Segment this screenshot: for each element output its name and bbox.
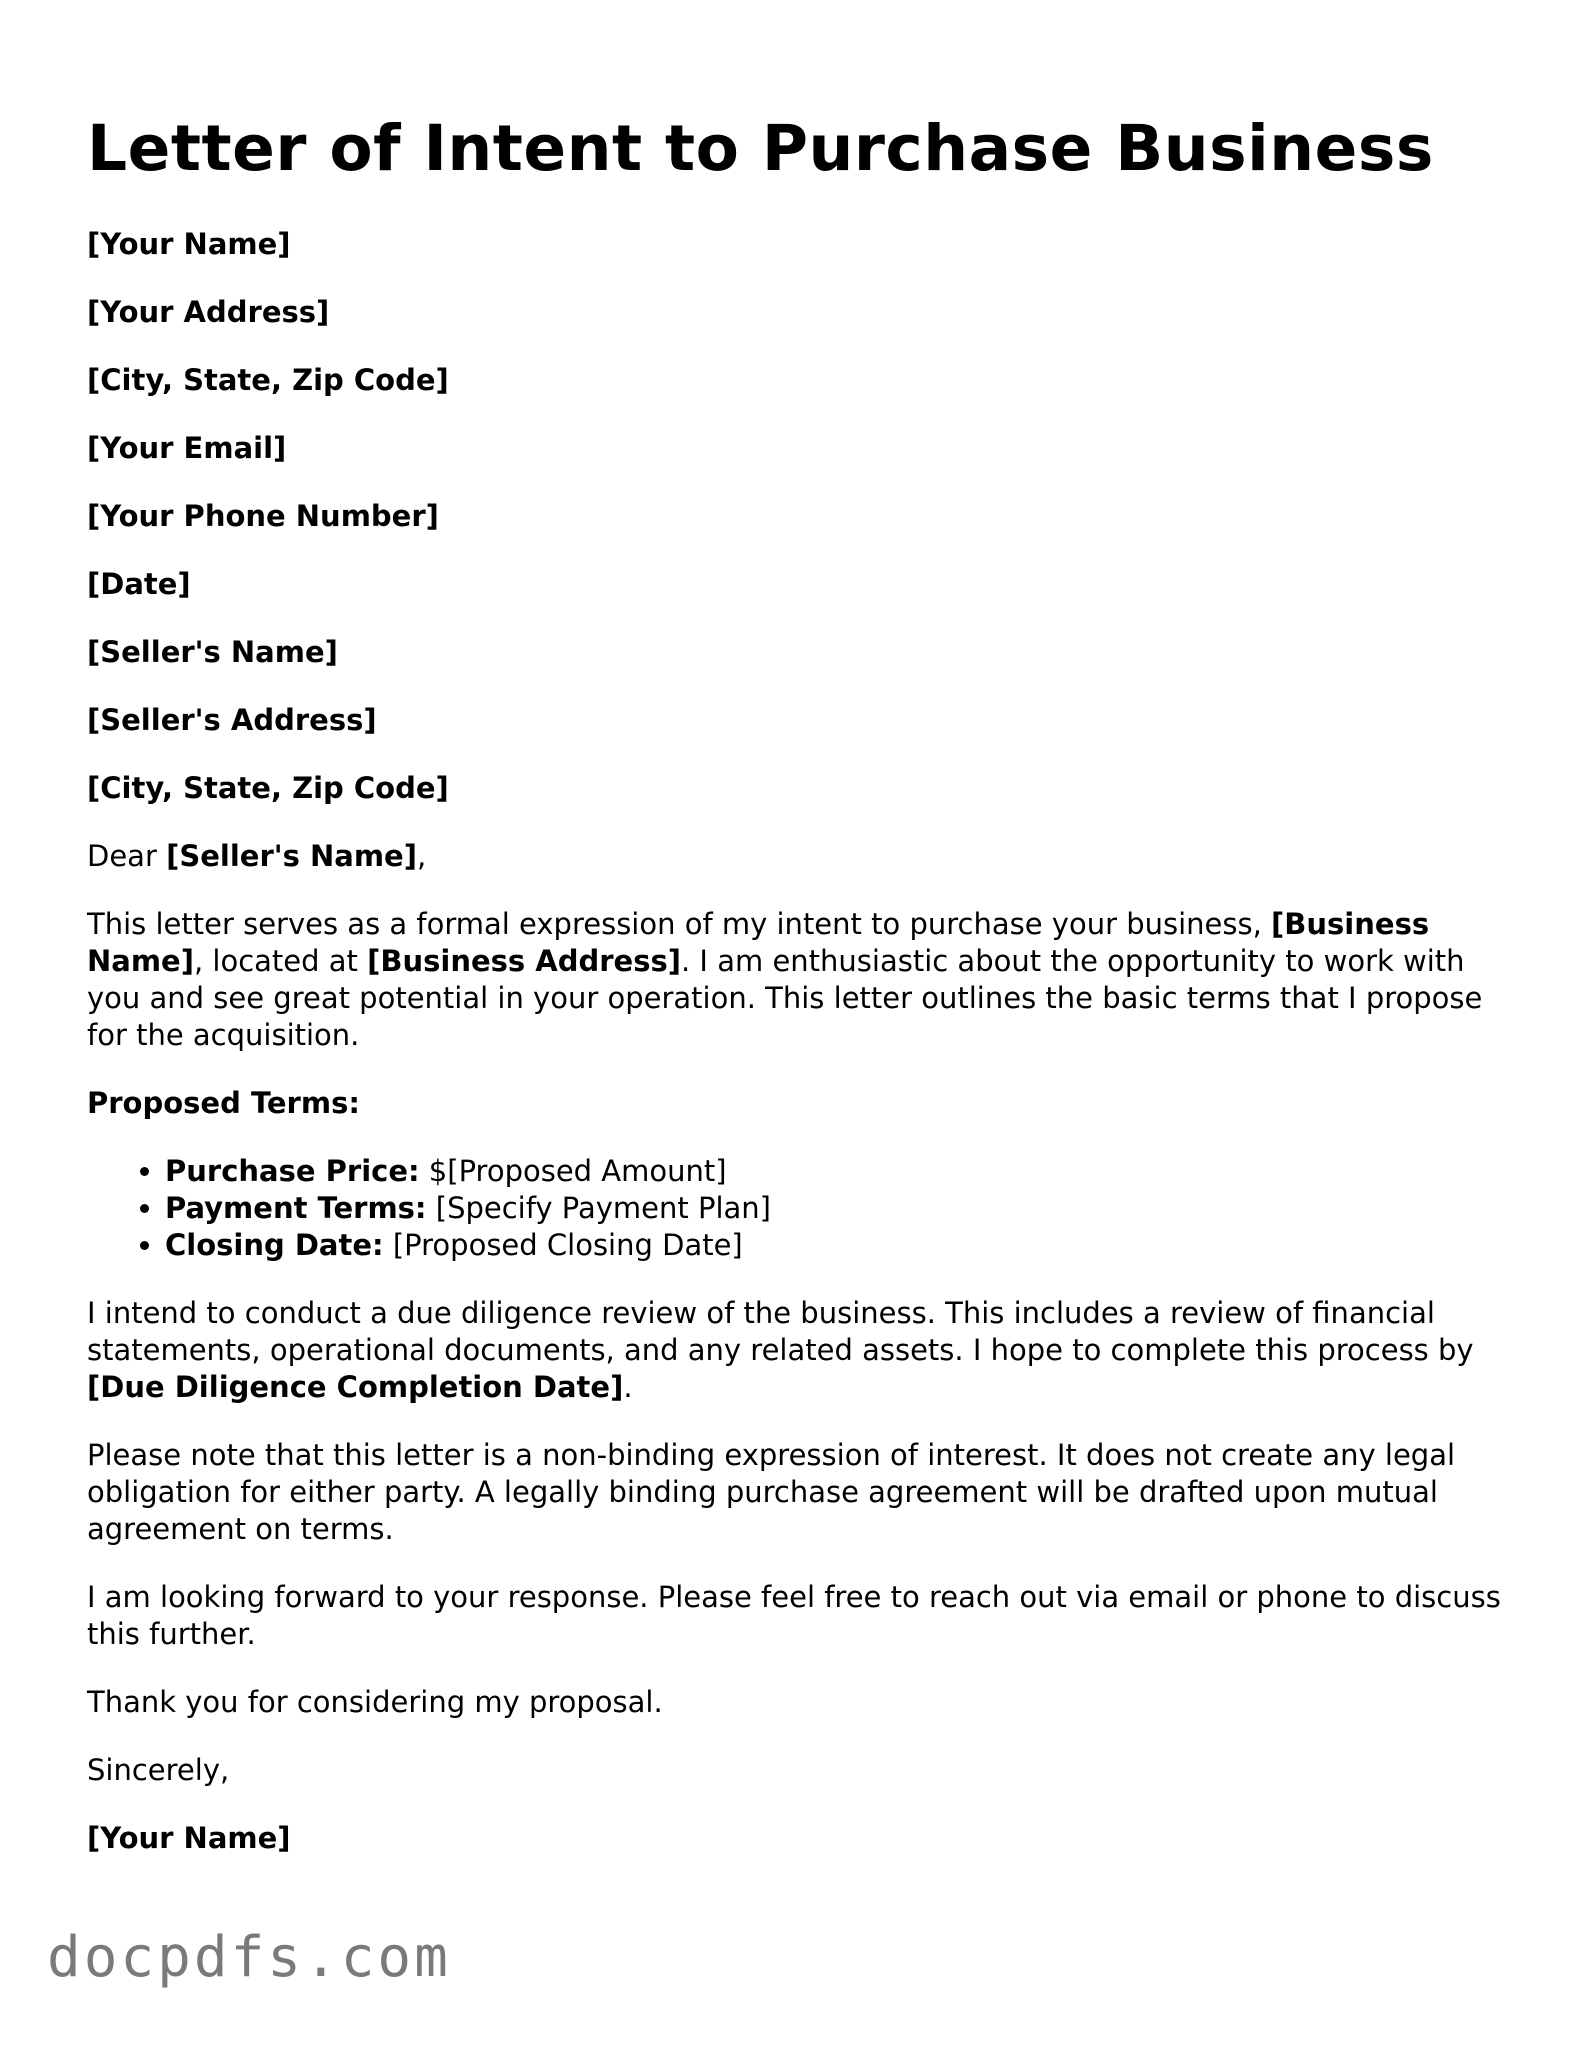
nonbinding-paragraph: Please note that this letter is a non-binding expression of interest. It does not create any legal obligation for either party. A legally binding purchase agreement will be drafted upon mutual agreement on terms.: [87, 1438, 1456, 1546]
sender-name: [Your Name]: [87, 227, 291, 261]
watermark: docpdfs.com: [47, 1925, 451, 1990]
term-label: Purchase Price:: [165, 1154, 420, 1188]
recipient-name: [Seller's Name]: [87, 635, 338, 669]
letter-body: [87, 838, 1507, 1122]
signature: [87, 1820, 1507, 1857]
intro-text-3: . I am enthusiastic about the opportunity to work with you and see great potential in your operation. This letter outlines the basic terms that I propose for the acquisition.: [87, 944, 1483, 1052]
salutation-prefix: Dear: [87, 839, 167, 873]
list-item: [165, 1190, 1507, 1227]
list-item: [165, 1227, 1507, 1264]
term-value: $[Proposed Amount]: [419, 1154, 727, 1188]
salutation-suffix: ,: [416, 839, 427, 873]
diligence-text-2: .: [623, 1370, 633, 1404]
intro-text-2: , located at: [193, 944, 368, 978]
signature-name: [Your Name]: [87, 1821, 291, 1855]
recipient-address: [Seller's Address]: [87, 703, 377, 737]
diligence-paragraph: [87, 1295, 1507, 1406]
term-value: [Specify Payment Plan]: [426, 1191, 771, 1225]
recipient-city-state-zip: [City, State, Zip Code]: [87, 771, 449, 805]
terms-list: [87, 1153, 1507, 1264]
diligence-date: [Due Diligence Completion Date]: [87, 1370, 624, 1404]
diligence-text-1: I intend to conduct a due diligence review of the business. This includes a review of financial statements, operational documents, and any related assets. I hope to complete this process by: [87, 1296, 1474, 1367]
letter-date: [Date]: [87, 567, 191, 601]
list-item: [165, 1153, 1507, 1190]
terms-heading-text: Proposed Terms:: [87, 1086, 360, 1120]
salutation: [87, 838, 1507, 875]
intro-text-1: This letter serves as a formal expression of my intent to purchase your business,: [87, 907, 1272, 941]
closing: Sincerely,: [87, 1753, 230, 1787]
sender-city-state-zip: [City, State, Zip Code]: [87, 363, 449, 397]
sender-address: [Your Address]: [87, 295, 330, 329]
sender-email: [Your Email]: [87, 431, 287, 465]
term-label: Closing Date:: [165, 1228, 384, 1262]
terms-heading: [87, 1085, 1507, 1122]
thanks-paragraph: Thank you for considering my proposal.: [87, 1685, 663, 1719]
followup-paragraph: I am looking forward to your response. Please feel free to reach out via email or phone to discuss this further.: [87, 1580, 1501, 1651]
term-value: [Proposed Closing Date]: [383, 1228, 743, 1262]
letter-body-continued: [87, 1295, 1507, 1857]
business-name: [Business Name]: [87, 907, 1430, 978]
business-address: [Business Address]: [367, 944, 681, 978]
address-block: [87, 226, 1507, 807]
document-title: Letter of Intent to Purchase Business: [87, 112, 1434, 185]
intro-paragraph: [87, 906, 1507, 1054]
letter-page: [87, 0, 1507, 1888]
sender-phone: [Your Phone Number]: [87, 499, 439, 533]
salutation-name: [Seller's Name]: [166, 839, 417, 873]
term-label: Payment Terms:: [165, 1191, 427, 1225]
